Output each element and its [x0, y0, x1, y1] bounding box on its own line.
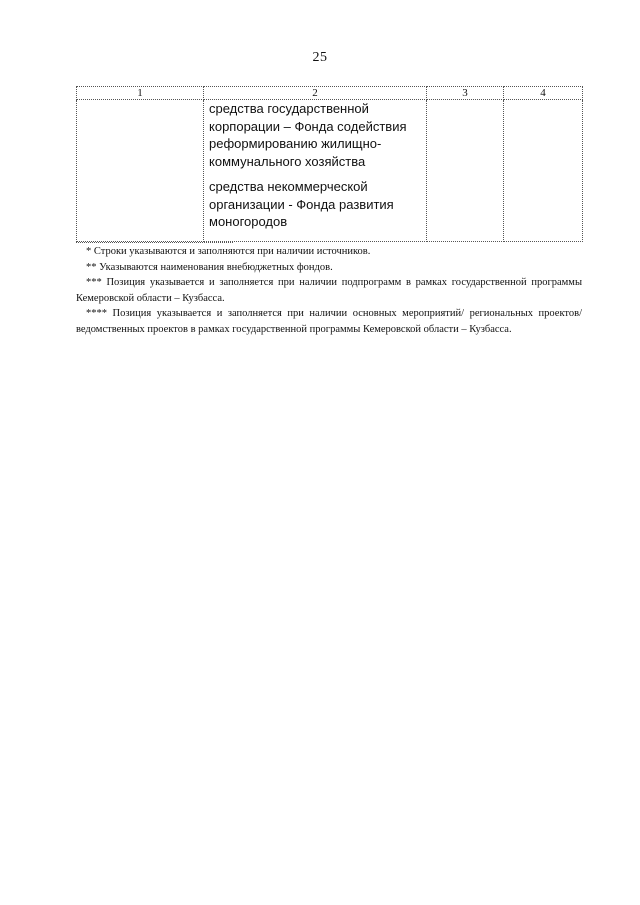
page-number: 25 [312, 50, 328, 65]
funding-table [76, 86, 583, 242]
column-header-1: 1 [77, 87, 204, 100]
table-cell-col3 [427, 100, 504, 242]
column-header-3: 3 [427, 87, 504, 100]
funding-source-fund-housing: средства государственной корпорации – Фонда содействия реформированию жилищно-коммунального хозяйства [209, 101, 407, 169]
footnote-2: ** Указываются наименования внебюджетных фондов. [86, 261, 333, 273]
footnote-4: **** Позиция указывается и заполняется при наличии основных мероприятий/ региональных проектов/ведомственных проектов в рамках государственной программы Кемеровской области – Кузбасса. [76, 308, 582, 335]
table-cell-col4 [504, 100, 583, 242]
table-header-row [77, 87, 583, 100]
table-cell-col2 [204, 100, 427, 242]
column-header-4: 4 [504, 87, 583, 100]
footnote-1: * Строки указываются и заполняются при наличии источников. [86, 246, 371, 257]
footnote-3: *** Позиция указывается и заполняется при наличии подпрограмм в рамках государственной программы Кемеровской области – Кузбасса. [76, 277, 582, 304]
table-cell-col1 [77, 100, 204, 242]
table-row [77, 100, 583, 242]
funding-source-fund-monotowns: средства некоммерческой организации - Фонда развития моногородов [209, 179, 394, 229]
footnote-separator [76, 242, 233, 243]
footnotes [76, 244, 582, 337]
column-header-2: 2 [204, 87, 427, 100]
